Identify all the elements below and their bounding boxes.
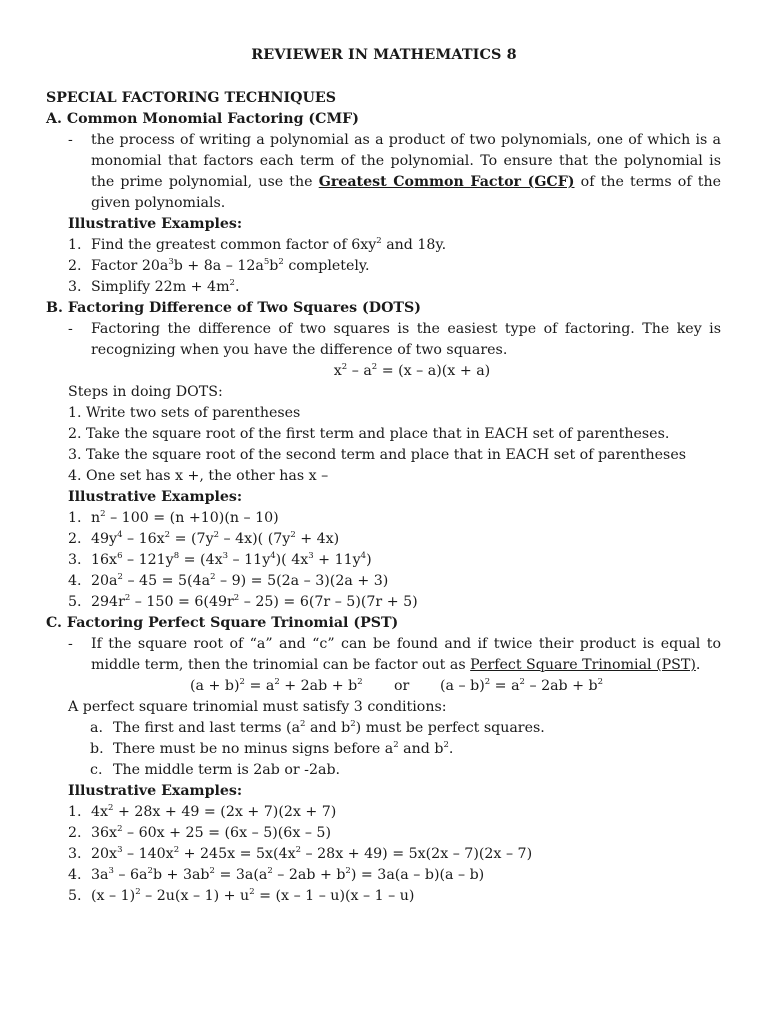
dots-examples-heading: Illustrative Examples: xyxy=(68,489,243,505)
pst-example-3: 3. $20x^3 - 140x^2 + 245x = 5x(4x^2 - 28x + 49) = 5x(2x - 7)(2x - 7)$ xyxy=(68,845,533,862)
cmf-paragraph xyxy=(91,130,721,214)
dots-steps-heading: Steps in doing DOTS: xyxy=(68,384,223,400)
pst-example-4: 4. $3a^3 - 6a^2b + 3ab^2 = 3a(a^2 - 2ab + b^2) = 3a(a - b)(a - b)$ xyxy=(68,866,485,883)
pst-condition-a: a. The first and last terms ($a^2$ and $b^2$) must be perfect squares. xyxy=(90,719,545,736)
pst-line-2: middle term, then the trinomial can be factor out as Perfect Square Trinomial (PST). xyxy=(91,657,701,673)
section-title: SPECIAL FACTORING TECHNIQUES xyxy=(46,90,336,106)
cmf-example-2: 2. Factor $20a^3b + 8a - 12a^5b^2$ completely. xyxy=(68,257,370,274)
cmf-line-2: monomial that factors each term of the polynomial. To ensure that the polynomial is xyxy=(91,153,721,169)
pst-formula-1: $(a + b)^2 = a^2 + 2ab + b^2$ xyxy=(190,677,363,694)
dots-example-1: 1. $n^2 - 100 = (n +10)(n - 10)$ xyxy=(68,509,279,526)
pst-condition-b: b. There must be no minus signs before $a^2$ and $b^2$. xyxy=(90,740,454,757)
pst-example-1: 1. $4x^2 + 28x + 49 = (2x + 7)(2x + 7)$ xyxy=(68,803,337,820)
cmf-example-1: 1. Find the greatest common factor of $6xy^2$ and 18y. xyxy=(68,236,447,253)
dots-step-3: 3. Take the square root of the second term and place that in EACH set of parentheses xyxy=(68,447,687,463)
pst-examples-heading: Illustrative Examples: xyxy=(68,783,243,799)
pst-example-2: 2. $36x^2 - 60x + 25 = (6x - 5)(6x - 5)$ xyxy=(68,824,331,841)
dots-line-2: recognizing when you have the difference of two squares. xyxy=(91,342,508,358)
dots-example-5: 5. $294r^2 - 150 = 6(49r^2 - 25) = 6(7r - 5)(7r + 5)$ xyxy=(68,593,418,610)
dots-step-1: 1. Write two sets of parentheses xyxy=(68,405,301,421)
dots-dash: - xyxy=(68,321,73,337)
pst-dash: - xyxy=(68,636,73,652)
pst-conditions-heading: A perfect square trinomial must satisfy 3 conditions: xyxy=(68,699,447,715)
cmf-line-4: given polynomials. xyxy=(91,195,226,211)
dots-example-3: 3. $16x^6 - 121y^8 = (4x^3 - 11y^4)$( $4x^3 + 11y^4$) xyxy=(68,551,372,568)
dots-paragraph xyxy=(91,319,721,361)
pst-heading: C. Factoring Perfect Square Trinomial (PST) xyxy=(46,615,399,631)
dots-example-2: 2. $49y^4 - 16x^2 = (7y^2 - 4x)$( $(7y^2 + 4x)$ xyxy=(68,530,340,547)
pst-term: Perfect Square Trinomial (PST) xyxy=(470,657,696,673)
dots-heading: B. Factoring Difference of Two Squares (DOTS) xyxy=(46,300,421,316)
dots-example-4: 4. $20a^2 - 45 = 5(4a^2 - 9) = 5(2a - 3)(2a + 3)$ xyxy=(68,572,389,589)
pst-formula-2: $(a - b)^2 = a^2 - 2ab + b^2$ xyxy=(440,677,604,694)
pst-example-5: 5. $(x - 1)^2 - 2u(x - 1) + u^2 = (x - 1 - u)(x - 1 - u)$ xyxy=(68,887,415,904)
pst-formula-or: or xyxy=(394,678,410,694)
cmf-heading: A. Common Monomial Factoring (CMF) xyxy=(46,111,359,127)
dots-step-4: 4. One set has x +, the other has x – xyxy=(68,468,329,484)
pst-condition-c: c. The middle term is 2ab or -2ab. xyxy=(90,762,341,778)
cmf-line-1: the process of writing a polynomial as a product of two polynomials, one of which is a xyxy=(91,132,721,148)
dots-line-1: Factoring the difference of two squares is the easiest type of factoring. The key is xyxy=(91,321,721,337)
cmf-line-3: the prime polynomial, use the Greatest Common Factor (GCF) of the terms of the xyxy=(91,174,722,190)
dots-formula: $x^2 - a^2 = (x - a)(x + a)$ xyxy=(333,362,491,379)
gcf-term: Greatest Common Factor (GCF) xyxy=(318,174,575,190)
cmf-example-3: 3. Simplify $22m + 4m^2$. xyxy=(68,278,240,295)
document-title: REVIEWER IN MATHEMATICS 8 xyxy=(251,46,517,63)
pst-paragraph xyxy=(91,634,721,676)
dots-step-2: 2. Take the square root of the first term and place that in EACH set of parentheses. xyxy=(68,426,670,442)
cmf-dash: - xyxy=(68,132,73,148)
pst-line-1: If the square root of “a” and “c” can be found and if twice their product is equal to xyxy=(91,636,721,652)
cmf-examples-heading: Illustrative Examples: xyxy=(68,216,243,232)
